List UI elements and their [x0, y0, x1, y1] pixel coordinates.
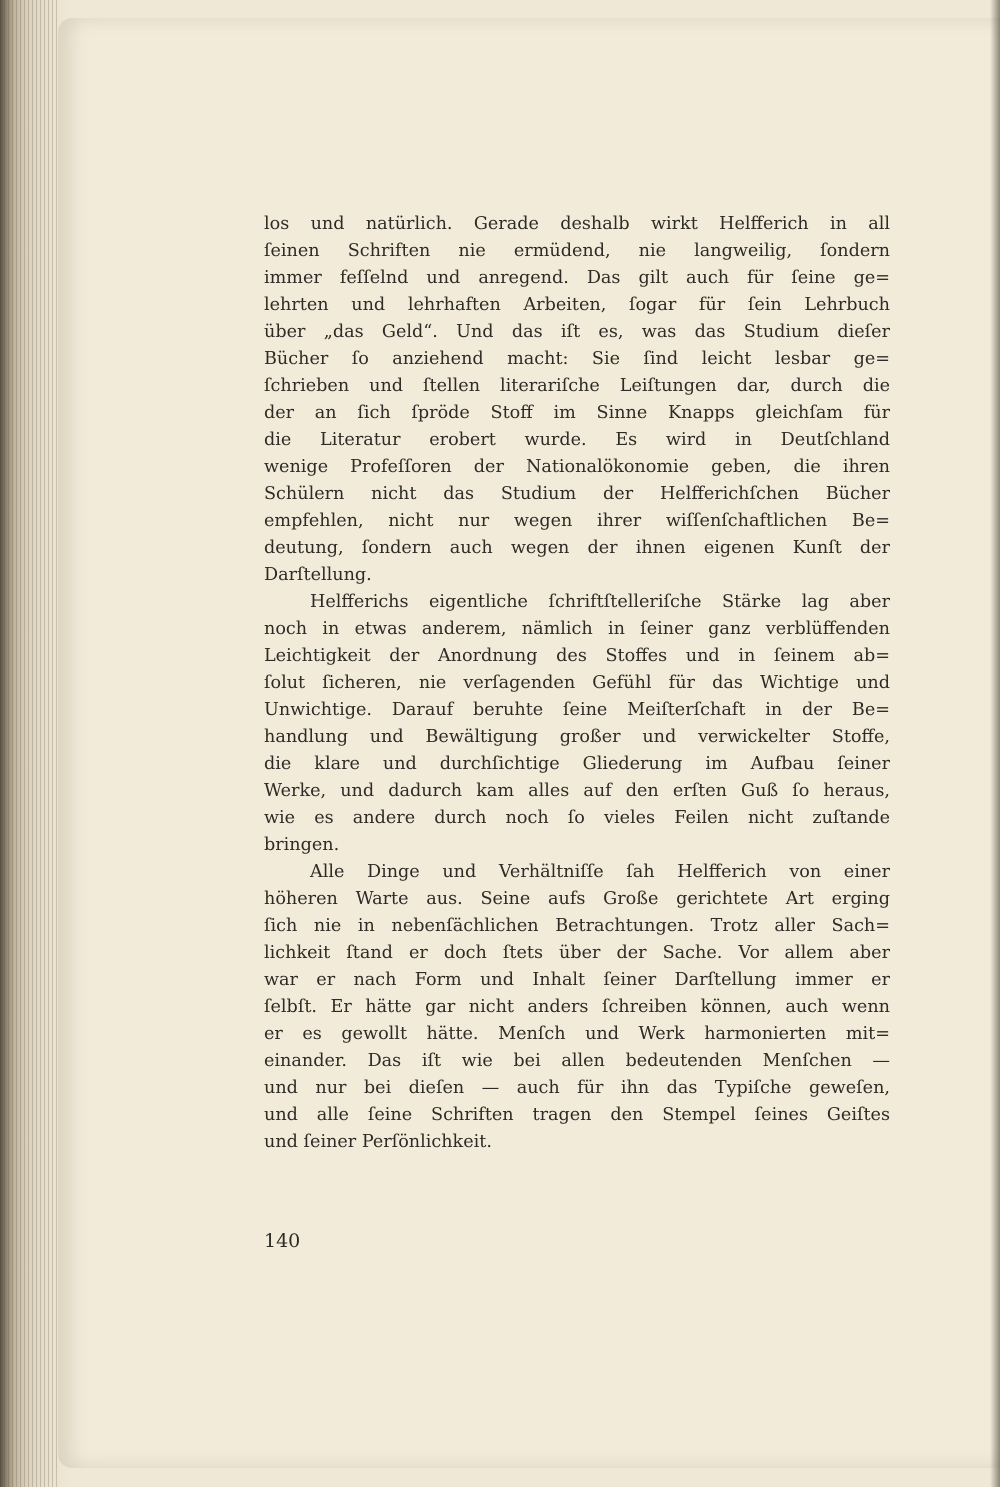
text-line: Werke, und dadurch kam alles auf den erſten Guß ſo heraus,	[264, 781, 890, 801]
text-line: ſelbſt. Er hätte gar nicht anders ſchreiben können, auch wenn	[264, 997, 890, 1017]
paragraph-end-line: bringen.	[264, 835, 340, 855]
text-line: lehrten und lehrhaften Arbeiten, ſogar für ſein Lehrbuch	[264, 295, 890, 315]
text-line: über „das Geld“. Und das iſt es, was das Studium dieſer	[264, 322, 890, 342]
text-line: der an ſich ſpröde Stoff im Sinne Knapps gleichſam für	[264, 403, 890, 423]
text-line: einander. Das iſt wie bei allen bedeutenden Menſchen —	[264, 1051, 890, 1071]
text-line: Unwichtige. Darauf beruhte ſeine Meiſterſchaft in der Be=	[264, 700, 890, 720]
text-line: Bücher ſo anziehend macht: Sie ſind leicht lesbar ge=	[264, 349, 890, 369]
text-line: wie es andere durch noch ſo vieles Feilen nicht zuſtande	[264, 808, 890, 828]
text-line: Leichtigkeit der Anordnung des Stoffes und in ſeinem ab=	[264, 646, 890, 666]
text-line: ſchrieben und ſtellen literariſche Leiſtungen dar, durch die	[264, 376, 890, 396]
text-line: empfehlen, nicht nur wegen ihrer wiſſenſchaftlichen Be=	[264, 511, 890, 531]
text-line: ſich nie in nebenſächlichen Betrachtungen. Trotz aller Sach=	[264, 916, 890, 936]
paragraph-start-line: Alle Dinge und Verhältniſſe ſah Helfferich von einer	[310, 862, 890, 882]
text-line: ſeinen Schriften nie ermüdend, nie langweilig, ſondern	[264, 241, 890, 261]
text-line: die Literatur erobert wurde. Es wird in Deutſchland	[264, 430, 890, 450]
text-line: handlung und Bewältigung großer und verwickelter Stoffe,	[264, 727, 890, 747]
text-line: deutung, ſondern auch wegen der ihnen eigenen Kunſt der	[264, 538, 890, 558]
page-number: 140	[264, 1230, 301, 1252]
text-line: Schülern nicht das Studium der Helfferichſchen Bücher	[264, 484, 890, 504]
body-text	[264, 211, 890, 1156]
text-line: noch in etwas anderem, nämlich in ſeiner ganz verblüffenden	[264, 619, 890, 639]
paragraph-end-line: und ſeiner Perſönlichkeit.	[264, 1132, 492, 1152]
text-line: wenige Profeſſoren der Nationalökonomie geben, die ihren	[264, 457, 890, 477]
paragraph-end-line: Darſtellung.	[264, 565, 372, 585]
text-line: lichkeit ſtand er doch ſtets über der Sache. Vor allem aber	[264, 943, 890, 963]
text-line: die klare und durchſichtige Gliederung im Aufbau ſeiner	[264, 754, 890, 774]
text-line: er es gewollt hätte. Menſch und Werk harmonierten mit=	[264, 1024, 890, 1044]
text-line: höheren Warte aus. Seine aufs Große gerichtete Art erging	[264, 889, 890, 909]
text-line: und alle ſeine Schriften tragen den Stempel ſeines Geiſtes	[264, 1105, 890, 1125]
text-line: und nur bei dieſen — auch für ihn das Typiſche geweſen,	[264, 1078, 890, 1098]
text-line: war er nach Form und Inhalt ſeiner Darſtellung immer er	[264, 970, 890, 990]
page-stack-edge	[0, 0, 58, 1487]
binding-shadow	[990, 0, 1000, 1487]
paragraph-start-line: Helfferichs eigentliche ſchriftſtelleriſche Stärke lag aber	[310, 592, 890, 612]
text-line: ſolut ſicheren, nie verſagenden Gefühl für das Wichtige und	[264, 673, 890, 693]
text-line: los und natürlich. Gerade deshalb wirkt Helfferich in all	[264, 214, 890, 234]
text-line: immer feſſelnd und anregend. Das gilt auch für ſeine ge=	[264, 268, 890, 288]
